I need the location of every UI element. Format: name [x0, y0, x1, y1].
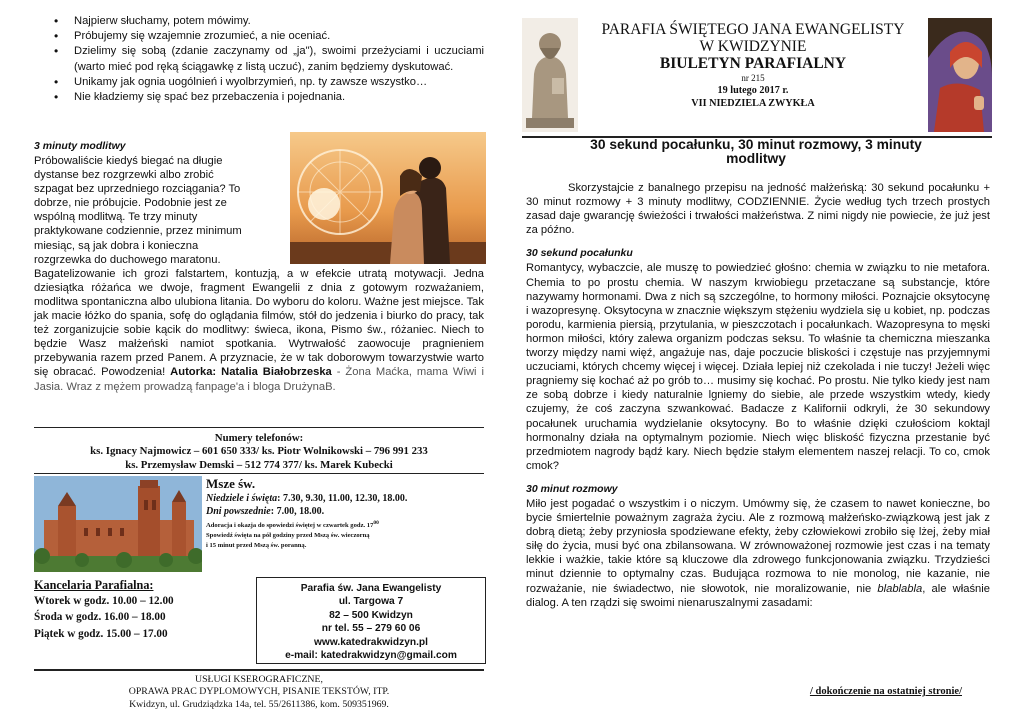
- contact-street: ul. Targowa 7: [338, 596, 404, 608]
- section-text: Romantycy, wybaczcie, ale muszę to powiedzieć głośno: chemia w związku to nie metafora. Chemia to po prostu chemia. W naszym krwiobiegu przetaczane są substancje, które nazywamy hormonami. Dwa z nich są szczególne, to hormony miłości. Poznajcie oksytocynę i wazopresynę. Oksytocyna w znacznie większym stężeniu wydziela się u kobiet, np. podczas porodu, karmienia piersią, przytulania, w pieszczotach i pocałunkach. Wazopresyna to męski hormon miłości, który zalewa organizm podczas seksu. To właśnie ta chemiczna mieszanka tworzy między nami więź, angażuje nas, daje poczucie bliskości i częstuje nas przyjemnymi uczuciami, których chcemy więcej i więcej. Działa lepiej niż czekolada i nie tuczy! Jeżeli więc pragniemy się kochać aż po grób to… musimy się kochać. Po prostu. Nie tylko kiedy jest nam ze sobą dobrze i kiedy naturalnie lgniemy do siebie, ale przede wszystkim wtedy, kiedy czujemy, że coś zaczyna szwankować. Badacze z Kalifornii odkryli, że 30 sekundowy pocałunek uruchamia wydzielanie oksytocyny. Bo to właśnie dzięki czułościom koktajl hormonalny działa na optymalnym poziomie. Niech więc bliskość fizyczna przestanie być przedmiotem nagrody bądź kary. Niech będzie stałym elementem naszej relacji. To co, cmok cmok?: [526, 262, 990, 472]
- list-item: • Najpierw słuchamy, potem mówimy.: [34, 14, 484, 29]
- sunday-times: : 7.30, 9.30, 11.00, 12.30, 18.00.: [277, 493, 408, 504]
- section-heading: 30 sekund pocałunku: [526, 247, 633, 260]
- ad-line: OPRAWA PRAC DYPLOMOWYCH, PISANIE TEKSTÓW, ITP.: [128, 686, 390, 698]
- weekday-times: : 7.00, 18.00.: [270, 506, 325, 517]
- prayer-paragraph-text: Bagatelizowanie ich grozi falstartem, kontuzją, a w efekcie utratą motywacji. Jedna dziesiątka różańca we dwoje, fragment Ewangelii z dnia z gotowym rozważaniem, modlitwa spontaniczna albo ulubiona litania. Do wyboru do koloru. Ważne jest miejsce. Tak jak macie łóżko do spania, sofę do oglądania filmów, stół do jedzenia i biurko do pracy, tak też zorganizujcie sobie kącik do modlitwy: świeca, ikona, Pismo św., różaniec. Niech to będzie Wasz małżeński namiot spotkania. Wytrwałość zaowocuje pragnieniem przebywania razem przed Panem. A przyznacie, że w tak doborowym towarzystwie warto się obracać. Powodzenia!: [34, 267, 484, 379]
- office-hours: Środa w godz. 16.00 – 18.00: [34, 611, 166, 624]
- masses-weekday: [206, 505, 486, 518]
- contact-phone: nr tel. 55 – 279 60 06: [321, 623, 421, 635]
- masses-sunday: [206, 492, 486, 505]
- article-intro: Skorzystajcie z banalnego przepisu na jedność małżeńską: 30 sekund pocałunku + 30 minut rozmowy + 3 minuty modlitwy, CODZIENNIE. Życie według tych trzech prostych zasad daje gwarancję świeżości i trwałości małżeństwa. Z nimi nigdy nie powiecie, że już jest za późno.: [526, 182, 990, 237]
- list-item: • Próbujemy się wzajemnie zrozumieć, a nie oceniać.: [34, 29, 484, 44]
- list-item: • Unikamy jak ognia uogólnień i wyolbrzymień, np. ty zawsze wszystko…: [34, 75, 484, 90]
- phone-numbers: [34, 432, 484, 472]
- confession-note: Spowiedź święta na pół godziny przed Mszą św. wieczorną: [206, 532, 370, 540]
- list-item: • Dzielimy się sobą (zdanie zaczynamy od „ja"), swoimi przeżyciami i uczuciami (warto mieć pod ręką ściągawkę z listą uczuć), zanim będziemy dyskutować.: [34, 44, 484, 74]
- phones-line: ks. Przemysław Demski – 512 774 377/ ks. Marek Kubecki: [125, 458, 393, 471]
- prayer-text: [34, 154, 484, 394]
- prayer-heading: 3 minuty modlitwy: [34, 140, 126, 152]
- liturgical-sunday: VII NIEDZIELA ZWYKŁA: [691, 98, 815, 109]
- masses-title: Msze św.: [206, 476, 256, 491]
- office-hours: Piątek w godz. 15.00 – 17.00: [34, 627, 168, 640]
- contact-box: [256, 577, 486, 664]
- issue-number: nr 215: [741, 73, 765, 83]
- saint-john-statue: [522, 18, 578, 132]
- office-hours: Wtorek w godz. 10.00 – 12.00: [34, 595, 174, 608]
- contact-city: 82 – 500 Kwidzyn: [329, 609, 413, 621]
- prayer-line: wspólną modlitwą. Te trzy minuty: [34, 211, 198, 224]
- prayer-line: szpagat bez uprzedniego rozciągania? To: [34, 183, 241, 196]
- list-item: • Nie kładziemy się spać bez przebaczenia i pojednania.: [34, 90, 484, 105]
- phones-line: ks. Ignacy Najmowicz – 601 650 333/ ks. Piotr Wolnikowski – 796 991 233: [90, 445, 428, 458]
- saint-painting: [928, 18, 992, 132]
- masthead: [584, 22, 922, 110]
- divider: [34, 669, 484, 671]
- article-title: 30 sekund pocałunku, 30 minut rozmowy, 3 minuty modlitwy: [590, 137, 922, 166]
- divider: [34, 473, 484, 474]
- author-name: Autorka: Natalia Białobrzeska: [170, 366, 332, 379]
- adoration-note: Adoracja i okazja do spowiedzi świętej w czwartek godz. $17^{00}$: [206, 520, 379, 530]
- left-column: [34, 14, 484, 710]
- prayer-line: praktykowane codziennie, przez minimum: [34, 225, 242, 238]
- mass-schedule: [206, 476, 486, 551]
- ad-line: Kwidzyn, ul. Grudziądzka 14a, tel. 55/2611386, kom. 509351969.: [129, 698, 389, 710]
- continued-note: / dokończenie na ostatniej stronie/: [809, 686, 962, 697]
- sunday-label: Niedziele i święta: [206, 493, 278, 504]
- article-body: [526, 181, 990, 610]
- issue-date: 19 lutego 2017 r.: [717, 85, 789, 96]
- parish-name: PARAFIA ŚWIĘTEGO JANA EWANGELISTY: [601, 21, 905, 38]
- castle-photo: [34, 476, 202, 572]
- weekday-label: Dni powszednie: [206, 506, 271, 517]
- contact-email[interactable]: e-mail: katedrakwidzyn@gmail.com: [285, 650, 457, 662]
- section-text: Miło jest pogadać o wszystkim i o niczym. Umówmy się, że czasem to nawet konieczne, bo bycie śmiertelnie poważnym zagraża życiu. Ale z rozmową małżeńsko-związkową jest jak z dobrą dietą; żeby przyniosła spodziewane efekty, żeby człowiekowi zrobiło się lżej, żeby miał siłę do życia, musi być ona zbilansowana. W zrównoważonej rozmowie jest czas i na tematy lekkie i ważkie, takie które są kluczowe dla zdrowego funkcjonowania związku. Trzydzieści minut dziennie to optymalny czas. Budująca rozmowa to nie monolog, nie kazanie, nie rozważanie, nie świadectwo, nie słowotok, nie moralizowanie, nie blablabla, ale właśnie dialog. A ten rządzi się swoimi nienaruszalnymi zasadami:: [526, 497, 990, 609]
- italic-word: blablabla: [877, 582, 923, 595]
- parish-office: [34, 577, 244, 642]
- confession-note-2: i 15 minut przed Mszą św. poranną.: [206, 542, 307, 550]
- contact-name: Parafia św. Jana Ewangelisty: [300, 583, 442, 594]
- bulletin-title: BIULETYN PARAFIALNY: [659, 55, 847, 72]
- prayer-line: miesiąc, są jak dobra i konieczna: [34, 239, 199, 252]
- rules-list: [34, 14, 484, 105]
- prayer-paragraph: [34, 267, 484, 394]
- author-bio: - Żona Maćka, mama Wiwi i Jasia. Wraz z mężem prowadzą fanpage'a i bloga DrużynaB.: [34, 366, 484, 393]
- parish-town: W KWIDZYNIE: [699, 38, 807, 55]
- prayer-line: dobrze, nie próbujcie. Podobnie jest ze: [34, 197, 227, 210]
- prayer-line: Próbowaliście kiedyś biegać na długie: [34, 155, 223, 167]
- office-title: Kancelaria Parafialna:: [34, 578, 154, 592]
- contact-website[interactable]: www.katedrakwidzyn.pl: [314, 636, 428, 648]
- section-heading: 30 minut rozmowy: [526, 482, 618, 495]
- ad-line: USŁUGI KSEROGRAFICZNE,: [195, 674, 323, 685]
- prayer-line: rozgrzewka do duchowego maratonu.: [34, 253, 221, 266]
- phones-title: Numery telefonów:: [214, 432, 304, 444]
- prayer-line: dystanse bez rozgrzewki albo zrobić: [34, 169, 214, 182]
- divider: [34, 427, 484, 428]
- print-services-ad: [34, 674, 484, 711]
